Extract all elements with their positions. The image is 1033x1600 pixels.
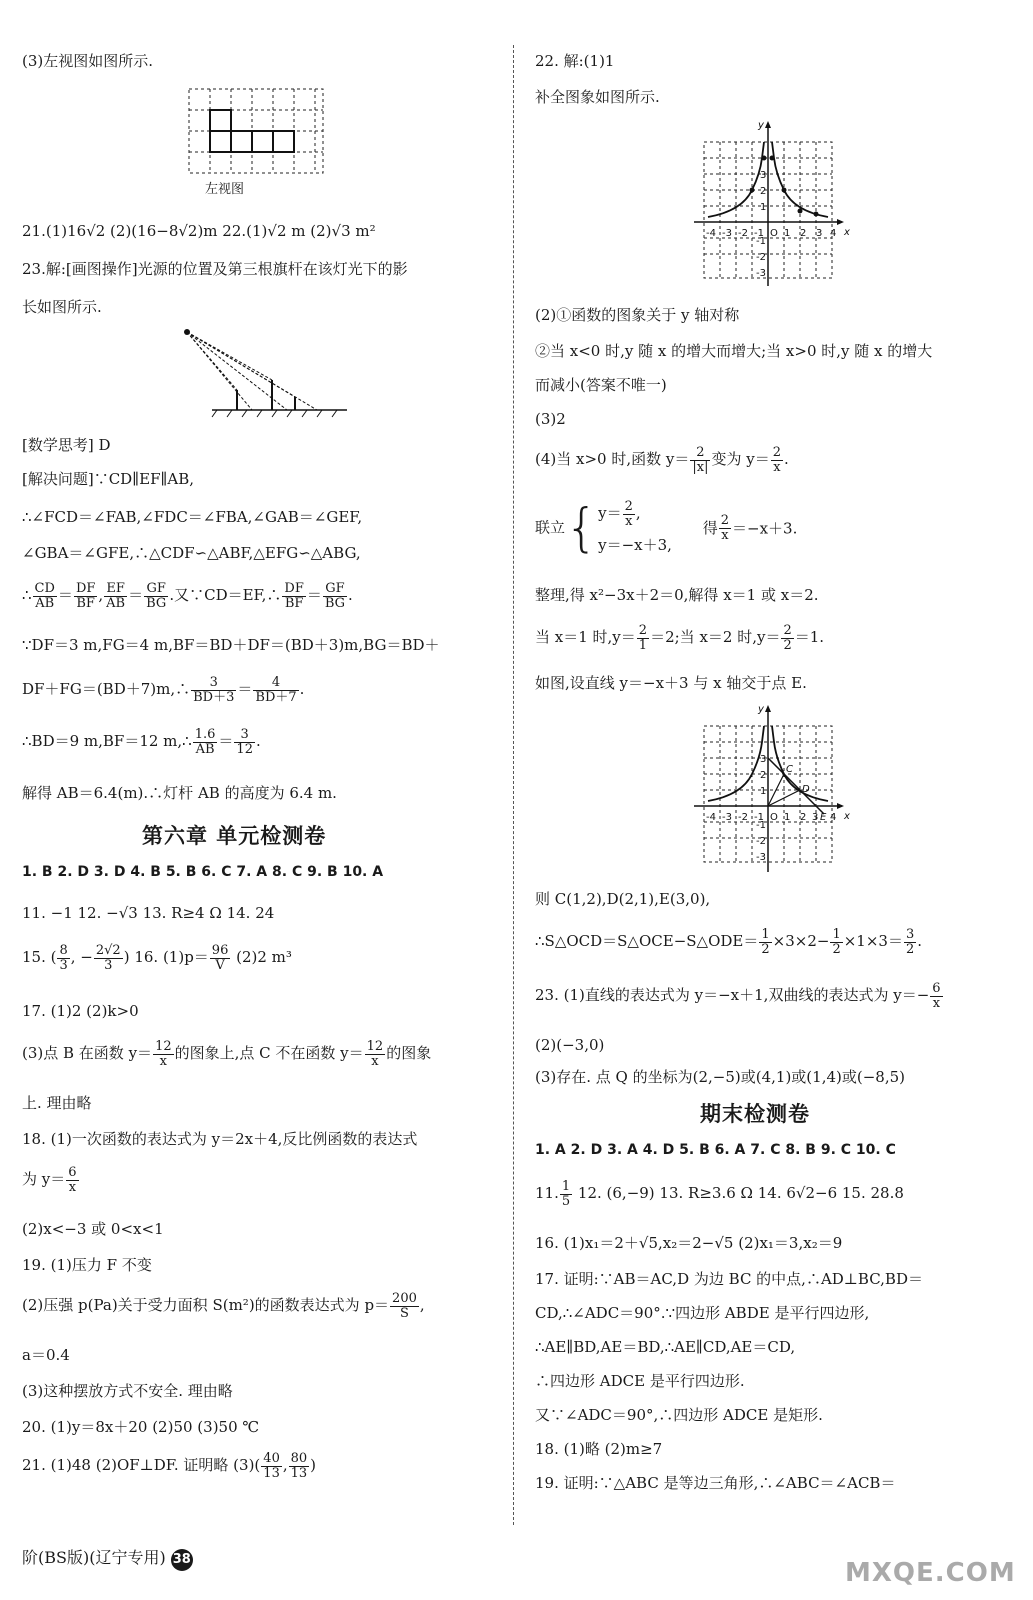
- fraction: $\frac{1.6}{AB}$: [194, 727, 216, 757]
- tick-label: -1: [754, 812, 764, 823]
- tick-label: 3: [816, 228, 823, 239]
- text-line: 22. 解:(1)1: [535, 52, 615, 70]
- text-line: (3)2: [535, 410, 566, 428]
- tick-label: 3: [812, 812, 819, 823]
- tick-label: 4: [830, 228, 837, 239]
- text-line: 补全图象如图所示.: [535, 88, 660, 106]
- tick-label: O: [770, 812, 778, 823]
- section-title: 期末检测卷: [700, 1101, 810, 1126]
- graph-symmetric-curve: [682, 116, 852, 288]
- fraction: $\frac{8}{3}$: [59, 943, 68, 973]
- tick-label: -1: [756, 820, 766, 831]
- text-line: (3)这种摆放方式不安全. 理由略: [22, 1382, 233, 1400]
- text-line: (2)x<−3 或 0<x<1: [22, 1220, 164, 1238]
- text-line: 当 x＝1 时,y＝ $\frac{2}{1}$ ＝2;当 x＝2 时,y＝ $\frac{2}{2}$ ＝1.: [535, 623, 825, 653]
- tick-label: -1: [754, 228, 764, 239]
- axis-label-y: y: [758, 120, 764, 131]
- figure-caption: 左视图: [205, 182, 245, 197]
- system-row: y＝ $\frac{2}{x}$ ,: [598, 499, 641, 529]
- fraction: $\frac{80}{13}$: [290, 1451, 308, 1481]
- text-line: (3)左视图如图所示.: [22, 52, 154, 70]
- page-footer: [22, 1545, 193, 1571]
- text-line: ②当 x<0 时,y 随 x 的增大而增大;当 x>0 时,y 随 x 的增大: [535, 342, 933, 360]
- axis-label-x: x: [844, 811, 850, 822]
- text-line: [解决问题]∵CD∥EF∥AB,: [22, 470, 195, 488]
- tick-label: -3: [722, 228, 732, 239]
- text-line: 11. −1 12. −√3 13. R≥4 Ω 14. 24: [22, 904, 275, 922]
- answer-line: 1. B 2. D 3. D 4. B 5. B 6. C 7. A 8. C 9. B 10. A: [22, 864, 384, 880]
- text-line: 长如图所示.: [22, 298, 102, 316]
- text-line: (3)点 B 在函数 y＝ $\frac{12}{x}$ 的图象上,点 C 不在函数 y＝ $\frac{12}{x}$ 的图象: [22, 1039, 432, 1069]
- fraction: $\frac{6}{x}$: [932, 981, 941, 1011]
- fraction: $\frac{DF}{BF}$: [284, 581, 304, 611]
- fraction: $\frac{12}{x}$: [155, 1039, 172, 1069]
- column-divider: [513, 45, 514, 1525]
- text-line: 21.(1)16√2 (2)(16−8√2)m 22.(1)√2 m (2)√3 m²: [22, 222, 376, 240]
- text-line: 又∵∠ADC＝90°,∴四边形 ADCE 是矩形.: [535, 1406, 823, 1424]
- tick-label: -2: [738, 228, 748, 239]
- tick-label: -4: [706, 228, 716, 239]
- tick-label: -4: [706, 812, 716, 823]
- footer-text: 阶(BS版)(辽宁专用): [22, 1548, 166, 1567]
- text-line: ∴AE∥BD,AE＝BD,∴AE∥CD,AE＝CD,: [535, 1338, 796, 1356]
- fraction: $\frac{3}{12}$: [236, 727, 253, 757]
- text-line: 18. (1)一次函数的表达式为 y＝2x＋4,反比例函数的表达式: [22, 1130, 418, 1148]
- tick-label: 2: [800, 812, 807, 823]
- section-title: 第六章 单元检测卷: [142, 823, 327, 848]
- text-line: 20. (1)y＝8x＋20 (2)50 (3)50 ℃: [22, 1418, 260, 1436]
- tick-label: -2: [756, 836, 766, 847]
- equation-system: 联立{ y＝ $\frac{2}{x}$ , y＝−x＋3, 得 $\frac{2}{x}$ ＝−x＋3.: [535, 498, 798, 559]
- fraction: $\frac{2}{|x|}$: [692, 445, 709, 475]
- text-line: 21. (1)48 (2)OF⊥DF. 证明略 (3)( $\frac{40}{13}$ , $\frac{80}{13}$ ): [22, 1451, 317, 1481]
- text-line: ∠GBA＝∠GFE,∴△CDF∽△ABF,△EFG∽△ABG,: [22, 544, 361, 562]
- text-line: 19. 证明:∵△ABC 是等边三角形,∴∠ABC＝∠ACB＝: [535, 1474, 896, 1492]
- tick-label: 2: [760, 770, 767, 781]
- text-line: (3)存在. 点 Q 的坐标为(2,−5)或(4,1)或(1,4)或(−8,5): [535, 1068, 905, 1086]
- fraction: $\frac{96}{V}$: [211, 943, 229, 973]
- fraction: $\frac{6}{x}$: [68, 1165, 77, 1195]
- text-line: 上. 理由略: [22, 1094, 92, 1112]
- fraction: $\frac{2√2}{3}$: [95, 943, 121, 973]
- point-label-e: E: [820, 812, 827, 823]
- light-shadow-figure: [177, 325, 357, 420]
- tick-label: O: [770, 228, 778, 239]
- brace-icon: {: [565, 498, 599, 559]
- tick-label: -3: [756, 852, 766, 863]
- tick-label: 2: [760, 186, 767, 197]
- tick-label: -3: [756, 268, 766, 279]
- fraction: $\frac{1}{2}$: [832, 927, 841, 957]
- fraction: $\frac{3}{2}$: [905, 927, 915, 957]
- fraction: $\frac{1}{2}$: [761, 927, 770, 957]
- text-line: 15. ( $\frac{8}{3}$ , − $\frac{2√2}{3}$ ) 16. (1)p＝ $\frac{96}{V}$ (2)2 m³: [22, 943, 292, 973]
- watermark: MXQE.COM: [845, 1558, 1016, 1588]
- text-line: 19. (1)压力 F 不变: [22, 1256, 152, 1274]
- fraction: $\frac{2}{x}$: [720, 513, 730, 543]
- text-line: 如图,设直线 y＝−x＋3 与 x 轴交于点 E.: [535, 674, 807, 692]
- text-line: ∴ $\frac{CD}{AB}$ ＝ $\frac{DF}{BF}$ , $\frac{EF}{AB}$ ＝ $\frac{GF}{BG}$ .又∵CD＝EF,∴ $\frac{DF}{BF}$ ＝ $\frac{GF}{BG}$ .: [22, 581, 353, 611]
- fraction: $\frac{DF}{BF}$: [75, 581, 96, 611]
- graph-intersection: [682, 700, 852, 875]
- fraction: $\frac{4}{BD+7}$: [255, 675, 297, 705]
- text-line: DF＋FG＝(BD＋7)m,∴ $\frac{3}{BD+3}$ ＝ $\frac{4}{BD+7}$ .: [22, 675, 305, 705]
- text-line: 18. (1)略 (2)m≥7: [535, 1440, 663, 1458]
- fraction: $\frac{200}{S}$: [392, 1291, 417, 1321]
- tick-label: -2: [738, 812, 748, 823]
- tick-label: -3: [722, 812, 732, 823]
- fraction: $\frac{2}{1}$: [638, 623, 648, 653]
- axis-label-x: x: [844, 227, 850, 238]
- text-line: 23.解:[画图操作]光源的位置及第三根旗杆在该灯光下的影: [22, 260, 408, 278]
- tick-label: 1: [784, 228, 791, 239]
- tick-label: 1: [760, 202, 767, 213]
- fraction: $\frac{2}{2}$: [783, 623, 792, 653]
- text-line: 16. (1)x₁＝2＋√5,x₂＝2−√5 (2)x₁＝3,x₂＝9: [535, 1234, 843, 1252]
- answer-line: 1. A 2. D 3. A 4. D 5. B 6. A 7. C 8. B 9. C 10. C: [535, 1142, 896, 1158]
- point-label-c: C: [786, 764, 793, 775]
- text-line: 为 y＝ $\frac{6}{x}$: [22, 1165, 77, 1195]
- text-line: 23. (1)直线的表达式为 y＝−x＋1,双曲线的表达式为 y＝− $\frac{6}{x}$: [535, 981, 941, 1011]
- text-line: ∴四边形 ADCE 是平行四边形.: [535, 1372, 745, 1390]
- fraction: $\frac{2}{x}$: [624, 499, 633, 529]
- text-line: (2)(−3,0): [535, 1036, 605, 1054]
- text-line: 整理,得 x²−3x＋2＝0,解得 x＝1 或 x＝2.: [535, 586, 819, 604]
- tick-label: 3: [760, 170, 767, 181]
- text-line: [数学思考] D: [22, 436, 111, 454]
- system-row: y＝−x＋3,: [598, 536, 672, 555]
- fraction: $\frac{CD}{AB}$: [34, 581, 55, 611]
- text-line: (2)①函数的图象关于 y 轴对称: [535, 306, 740, 324]
- text-line: ∴∠FCD＝∠FAB,∠FDC＝∠FBA,∠GAB＝∠GEF,: [22, 508, 363, 526]
- fraction: $\frac{GF}{BG}$: [146, 581, 167, 611]
- text-line: 17. 证明:∵AB＝AC,D 为边 BC 的中点,∴AD⊥BC,BD＝: [535, 1270, 923, 1288]
- tick-label: -2: [756, 252, 766, 263]
- fraction: $\frac{3}{BD+3}$: [193, 675, 235, 705]
- tick-label: 2: [800, 228, 807, 239]
- text-line: ∵DF＝3 m,FG＝4 m,BF＝BD＋DF＝(BD＋3)m,BG＝BD＋: [22, 636, 440, 654]
- tick-label: 4: [830, 812, 837, 823]
- text-line: (2)压强 p(Pa)关于受力面积 S(m²)的函数表达式为 p＝ $\frac{200}{S}$ ,: [22, 1291, 425, 1321]
- page-number-badge: 38: [171, 1549, 193, 1571]
- tick-label: 1: [784, 812, 791, 823]
- point-label-d: D: [802, 784, 810, 795]
- fraction: $\frac{GF}{BG}$: [324, 581, 346, 611]
- fraction: $\frac{1}{5}$: [561, 1179, 571, 1209]
- axis-label-y: y: [758, 704, 764, 715]
- text-line: ∴S△OCD＝S△OCE−S△ODE＝ $\frac{1}{2}$ ×3×2− $\frac{1}{2}$ ×1×3＝ $\frac{3}{2}$ .: [535, 927, 923, 957]
- tick-label: -1: [756, 236, 766, 247]
- text-line: 11. $\frac{1}{5}$ 12. (6,−9) 13. R≥3.6 Ω 14. 6√2−6 15. 28.8: [535, 1179, 904, 1209]
- text-line: CD,∴∠ADC＝90°.∵四边形 ABDE 是平行四边形,: [535, 1304, 870, 1322]
- text-line: (4)当 x>0 时,函数 y＝ $\frac{2}{|x|}$ 变为 y＝ $\frac{2}{x}$ .: [535, 445, 789, 475]
- text-line: 而减小(答案不唯一): [535, 376, 667, 394]
- text-line: a＝0.4: [22, 1346, 70, 1364]
- fraction: $\frac{EF}{AB}$: [106, 581, 126, 611]
- text-line: ∴BD＝9 m,BF＝12 m,∴ $\frac{1.6}{AB}$ ＝ $\frac{3}{12}$ .: [22, 727, 261, 757]
- tick-label: 3: [760, 754, 767, 765]
- tick-label: 1: [760, 786, 767, 797]
- fraction: $\frac{2}{x}$: [772, 445, 781, 475]
- text-line: 则 C(1,2),D(2,1),E(3,0),: [535, 890, 711, 908]
- text-line: 17. (1)2 (2)k>0: [22, 1002, 139, 1020]
- fraction: $\frac{12}{x}$: [366, 1039, 384, 1069]
- fraction: $\frac{40}{13}$: [263, 1451, 280, 1481]
- text-line: 解得 AB＝6.4(m).∴灯杆 AB 的高度为 6.4 m.: [22, 784, 337, 802]
